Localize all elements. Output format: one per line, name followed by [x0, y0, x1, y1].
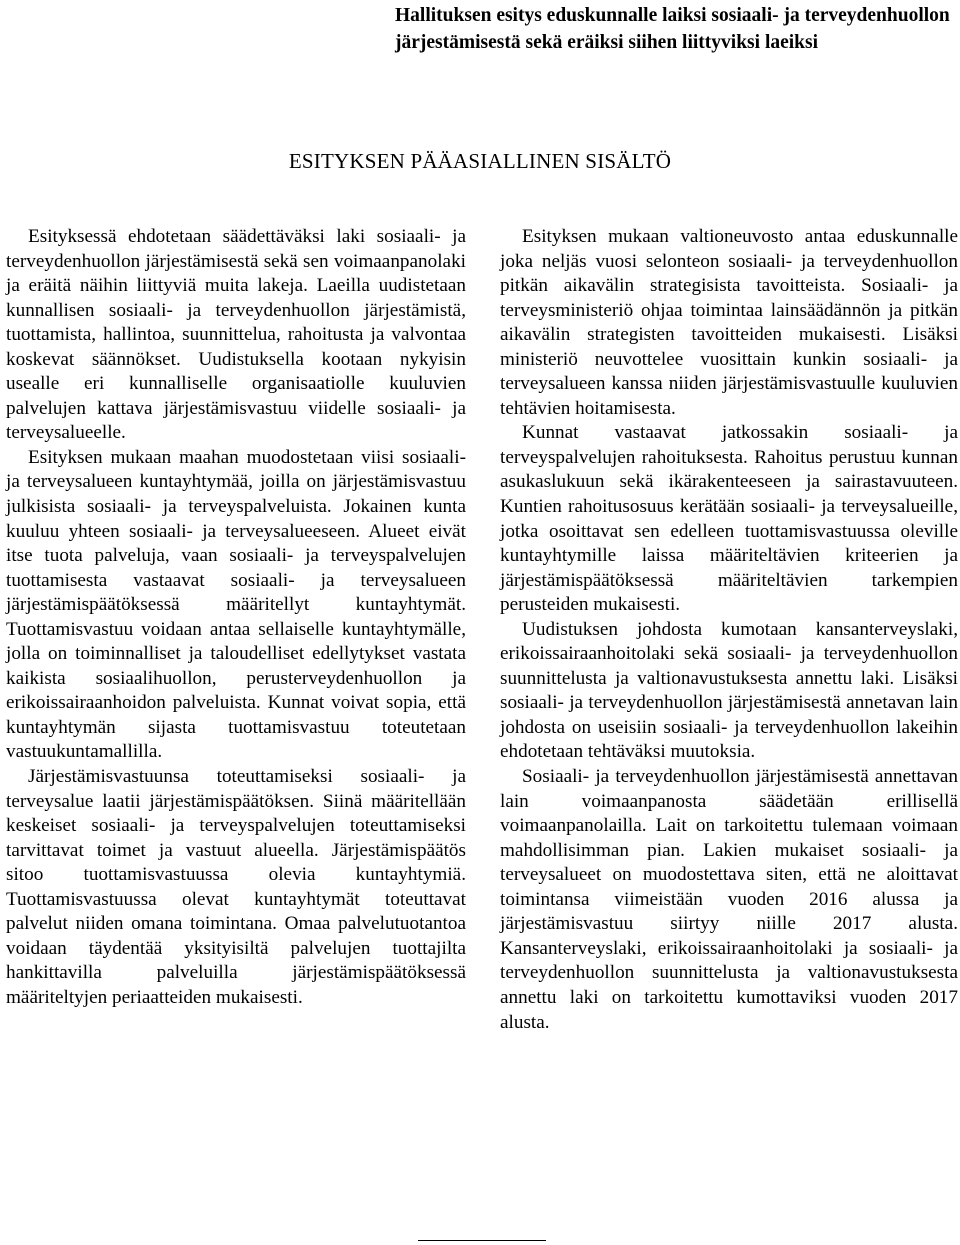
paragraph: Esityksessä ehdotetaan säädettäväksi laki sosiaali- ja terveydenhuollon järjestämisestä sekä sen voimaanpanolaki ja eräitä näihin liittyviä muita lakeja. Laeilla uudistetaan kunnallisen sosiaali- ja terveydenhuollon järjestämistä, tuottamista, hallintoa, suunnittelua, rahoitusta ja valvontaa koskevat säännökset. Uudistuksella kootaan nykyisin usealle eri kunnalliselle organisaatiolle kuuluvien palvelujen kattava järjestämisvastuu viidelle sosiaali- ja terveysalueelle. [6, 226, 466, 444]
paragraph: Sosiaali- ja terveydenhuollon järjestämisestä annettavan lain voimaanpanosta säädetään erillisellä voimaanpanolailla. Lait on tarkoitettu tulemaan voimaan mahdollisimman pian. Lakien mukaiset sosiaali- ja terveysalueet on muodostettava siten, että ne aloittavat toimintansa viimeistään vuoden 2016 alussa ja järjestämisvastuu siirtyy niille 2017 alusta. Kansanterveyslaki, erikoissairaanhoitolaki ja sosiaali- ja terveydenhuollon suunnittelusta ja valtionavustuksesta annettu laki on tarkoitettu kumottaviksi vuoden 2017 alusta. [500, 766, 958, 1033]
paragraph: Uudistuksen johdosta kumotaan kansanterveyslaki, erikoissairaanhoitolaki sekä sosiaali- ja terveydenhuollon suunnittelusta ja valtionavustuksesta annettu laki. Lisäksi sosiaali- ja terveydenhuollon järjestämisestä annetavan lain johdosta on useisiin sosiaali- ja terveydenhuollon lakeihin ehdotetaan tehtäväksi muutoksia. [500, 618, 958, 763]
document-title: Hallituksen esitys eduskunnalle laiksi sosiaali- ja terveydenhuollon järjestämisestä sekä eräiksi siihen liittyviksi laeiksi [395, 5, 950, 53]
end-divider [418, 1240, 546, 1241]
paragraph: Esityksen mukaan valtioneuvosto antaa eduskunnalle joka neljäs vuosi selonteon sosiaali- ja terveydenhuollon pitkän aikavälin strategisista tavoitteista. Sosiaali- ja terveysministeriö ohjaa toimintaa lainsäädännön ja pitkän aikavälin strategisten tavoitteiden mukaisesti. Lisäksi ministeriö neuvottelee vuosittain kunkin sosiaali- ja terveysalueen kanssa niiden järjestämisvastuulle kuuluvien tehtävien hoitamisesta. [500, 226, 958, 419]
paragraph: Kunnat vastaavat jatkossakin sosiaali- ja terveyspalvelujen rahoituksesta. Rahoitus perustuu kunnan asukaslukuun sekä ikärakenteeseen ja sairastavuuteen. Kuntien rahoitusosuus kerätään sosiaali- ja terveysalueille, jotka osoittavat sen edelleen tuottamisvastuussa oleville kuntayhtymille laissa määriteltävien kriteerien ja järjestämispäätöksessä määriteltävien tarkempien perusteiden mukaisesti. [500, 422, 958, 616]
paragraph: Järjestämisvastuunsa toteuttamiseksi sosiaali- ja terveysalue laatii järjestämispäätöksen. Siinä määritellään keskeiset sosiaali- ja terveyspalvelujen toteuttamiseksi tarvittavat toimet ja vastuut alueella. Järjestämispäätös sitoo tuottamisvastuussa olevia kuntayhtymiä. Tuottamisvastuussa olevat kuntayhtymät toteuttavat palvelut niiden omana toimintana. Omaa palvelutuotantoa voidaan täydentää yksityisiltä palvelujen tuottajilta hankittavilla palveluilla järjestämispäätöksessä määriteltyjen periaatteiden mukaisesti. [6, 766, 466, 1008]
section-heading: ESITYKSEN PÄÄASIALLINEN SISÄLTÖ [288, 149, 672, 173]
paragraph: Esityksen mukaan maahan muodostetaan viisi sosiaali- ja terveysalueen kuntayhtymää, joilla on järjestämisvastuu julkisista sosiaali- ja terveyspalveluista. Jokainen kunta kuuluu yhteen sosiaali- ja terveysalueeseen. Alueet eivät itse tuota palveluja, vaan sosiaali- ja terveyspalvelujen tuottamisesta vastaavat sosiaali- ja terveysalueen järjestämispäätöksessä määritellyt kuntayhtymät. Tuottamisvastuu voidaan antaa sellaiselle kuntayhtymälle, jolla on toiminnalliset ja taloudelliset edellytykset vastata kaikista sosiaalihuollon, perusterveydenhuollon ja erikoissairaanhoidon palveluista. Kunnat voivat sopia, että kuntayhtymän sijasta tuottamisvastuu toteutetaan vastuukuntamallilla. [6, 446, 466, 763]
right-column [500, 225, 958, 1035]
left-column [6, 225, 466, 1011]
